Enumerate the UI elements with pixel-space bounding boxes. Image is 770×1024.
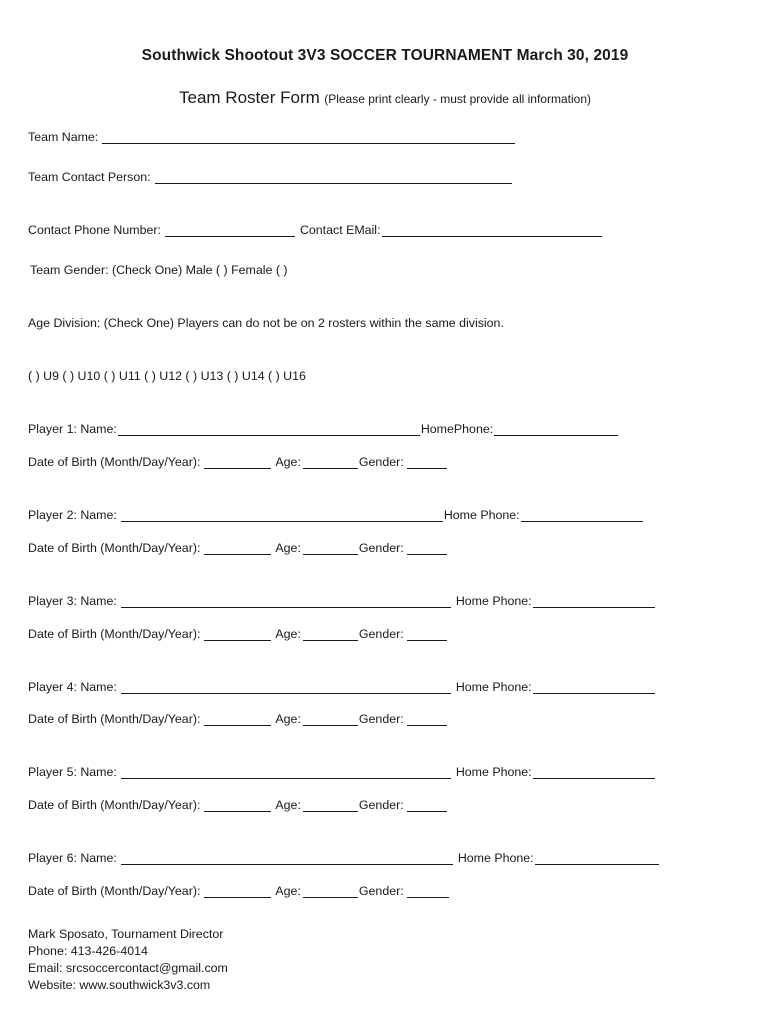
age-label: Age: (275, 455, 301, 469)
player-2-name-row (28, 506, 644, 522)
age-label: Age: (275, 712, 301, 726)
player-2-age-field[interactable] (303, 542, 358, 555)
team-name-row (28, 128, 516, 144)
director-name: Mark Sposato, Tournament Director (28, 927, 224, 941)
player-4-name-field[interactable] (121, 681, 451, 694)
age-division-row (28, 314, 504, 330)
player-6-name-field[interactable] (121, 852, 453, 865)
player-4-age-field[interactable] (303, 713, 358, 726)
gender-label: Gender: (358, 884, 404, 898)
player-2-gender-field[interactable] (407, 542, 447, 555)
age-label: Age: (275, 798, 301, 812)
player-1-age-field[interactable] (303, 456, 358, 469)
player-6-phone-label: Home Phone: (457, 851, 534, 865)
player-5-dob-field[interactable] (204, 799, 271, 812)
player-5-age-field[interactable] (303, 799, 358, 812)
age-division-label: Age Division: (Check One) Players can do not be on 2 rosters within the same division. (28, 316, 504, 330)
player-3-phone-field[interactable] (533, 595, 655, 608)
contact-email-field[interactable] (382, 224, 602, 237)
age-options-row (28, 367, 306, 383)
director-email: Email: srcsoccercontact@gmail.com (28, 961, 228, 975)
player-2-phone-field[interactable] (521, 509, 643, 522)
player-5-name-row (28, 763, 656, 779)
contact-phone-label: Contact Phone Number: (28, 223, 161, 237)
contact-footer (28, 926, 228, 994)
player-2-dob-row (28, 539, 448, 555)
subtitle-main: Team Roster Form (179, 88, 320, 107)
player-3-dob-field[interactable] (204, 628, 271, 641)
player-6-name-label: Player 6: Name: (28, 851, 117, 865)
player-3-name-field[interactable] (121, 595, 451, 608)
player-3-age-field[interactable] (303, 628, 358, 641)
player-4-gender-field[interactable] (407, 713, 447, 726)
player-5-phone-field[interactable] (533, 766, 655, 779)
team-name-label: Team Name: (28, 130, 99, 144)
age-label: Age: (275, 627, 301, 641)
subtitle-note: (Please print clearly - must provide all information) (324, 92, 591, 106)
age-label: Age: (275, 541, 301, 555)
player-2-dob-field[interactable] (204, 542, 271, 555)
form-subtitle (0, 88, 770, 108)
player-6-dob-field[interactable] (204, 885, 271, 898)
contact-person-label: Team Contact Person: (28, 170, 151, 184)
dob-label: Date of Birth (Month/Day/Year): (28, 712, 201, 726)
team-gender-row (30, 261, 288, 277)
gender-label: Gender: (358, 541, 404, 555)
gender-label: Gender: (358, 455, 404, 469)
player-4-name-label: Player 4: Name: (28, 680, 117, 694)
tournament-website: Website: www.southwick3v3.com (28, 978, 211, 992)
contact-phone-field[interactable] (165, 224, 295, 237)
age-options[interactable]: ( ) U9 ( ) U10 ( ) U11 ( ) U12 ( ) U13 ( ) U14 ( ) U16 (28, 369, 306, 383)
contact-person-field[interactable] (155, 171, 512, 184)
player-2-phone-label: Home Phone: (443, 508, 520, 522)
gender-label: Gender: (358, 712, 404, 726)
player-1-phone-field[interactable] (494, 423, 618, 436)
dob-label: Date of Birth (Month/Day/Year): (28, 541, 201, 555)
player-5-phone-label: Home Phone: (455, 765, 532, 779)
player-5-gender-field[interactable] (407, 799, 447, 812)
gender-label: Gender: (358, 798, 404, 812)
player-5-dob-row (28, 796, 448, 812)
player-6-gender-field[interactable] (407, 885, 449, 898)
player-1-dob-row (28, 453, 448, 469)
player-6-age-field[interactable] (303, 885, 358, 898)
team-gender-label[interactable]: Team Gender: (Check One) Male ( ) Female ( ) (30, 263, 288, 277)
player-3-name-row (28, 592, 656, 608)
team-name-field[interactable] (102, 131, 515, 144)
age-label: Age: (275, 884, 301, 898)
contact-person-row (28, 168, 513, 184)
player-1-gender-field[interactable] (407, 456, 447, 469)
player-4-phone-label: Home Phone: (455, 680, 532, 694)
player-3-name-label: Player 3: Name: (28, 594, 117, 608)
player-3-dob-row (28, 625, 448, 641)
player-6-dob-row (28, 882, 450, 898)
player-4-dob-field[interactable] (204, 713, 271, 726)
player-2-name-label: Player 2: Name: (28, 508, 117, 522)
player-6-name-row (28, 849, 660, 865)
dob-label: Date of Birth (Month/Day/Year): (28, 627, 201, 641)
player-4-name-row (28, 678, 656, 694)
player-2-name-field[interactable] (121, 509, 443, 522)
contact-phone-row (28, 221, 603, 237)
form-title: Southwick Shootout 3V3 SOCCER TOURNAMENT March 30, 2019 (141, 47, 629, 64)
player-5-name-field[interactable] (121, 766, 451, 779)
player-3-phone-label: Home Phone: (455, 594, 532, 608)
gender-label: Gender: (358, 627, 404, 641)
player-1-name-field[interactable] (118, 423, 420, 436)
player-1-name-label: Player 1: Name: (28, 422, 117, 436)
dob-label: Date of Birth (Month/Day/Year): (28, 884, 201, 898)
player-1-phone-label: HomePhone: (420, 422, 494, 436)
dob-label: Date of Birth (Month/Day/Year): (28, 455, 201, 469)
player-4-phone-field[interactable] (533, 681, 655, 694)
dob-label: Date of Birth (Month/Day/Year): (28, 798, 201, 812)
player-6-phone-field[interactable] (535, 852, 659, 865)
player-3-gender-field[interactable] (407, 628, 447, 641)
player-5-name-label: Player 5: Name: (28, 765, 117, 779)
player-4-dob-row (28, 710, 448, 726)
player-1-name-row (28, 420, 619, 436)
director-phone: Phone: 413-426-4014 (28, 944, 148, 958)
player-1-dob-field[interactable] (204, 456, 271, 469)
contact-email-label: Contact EMail: (299, 223, 381, 237)
